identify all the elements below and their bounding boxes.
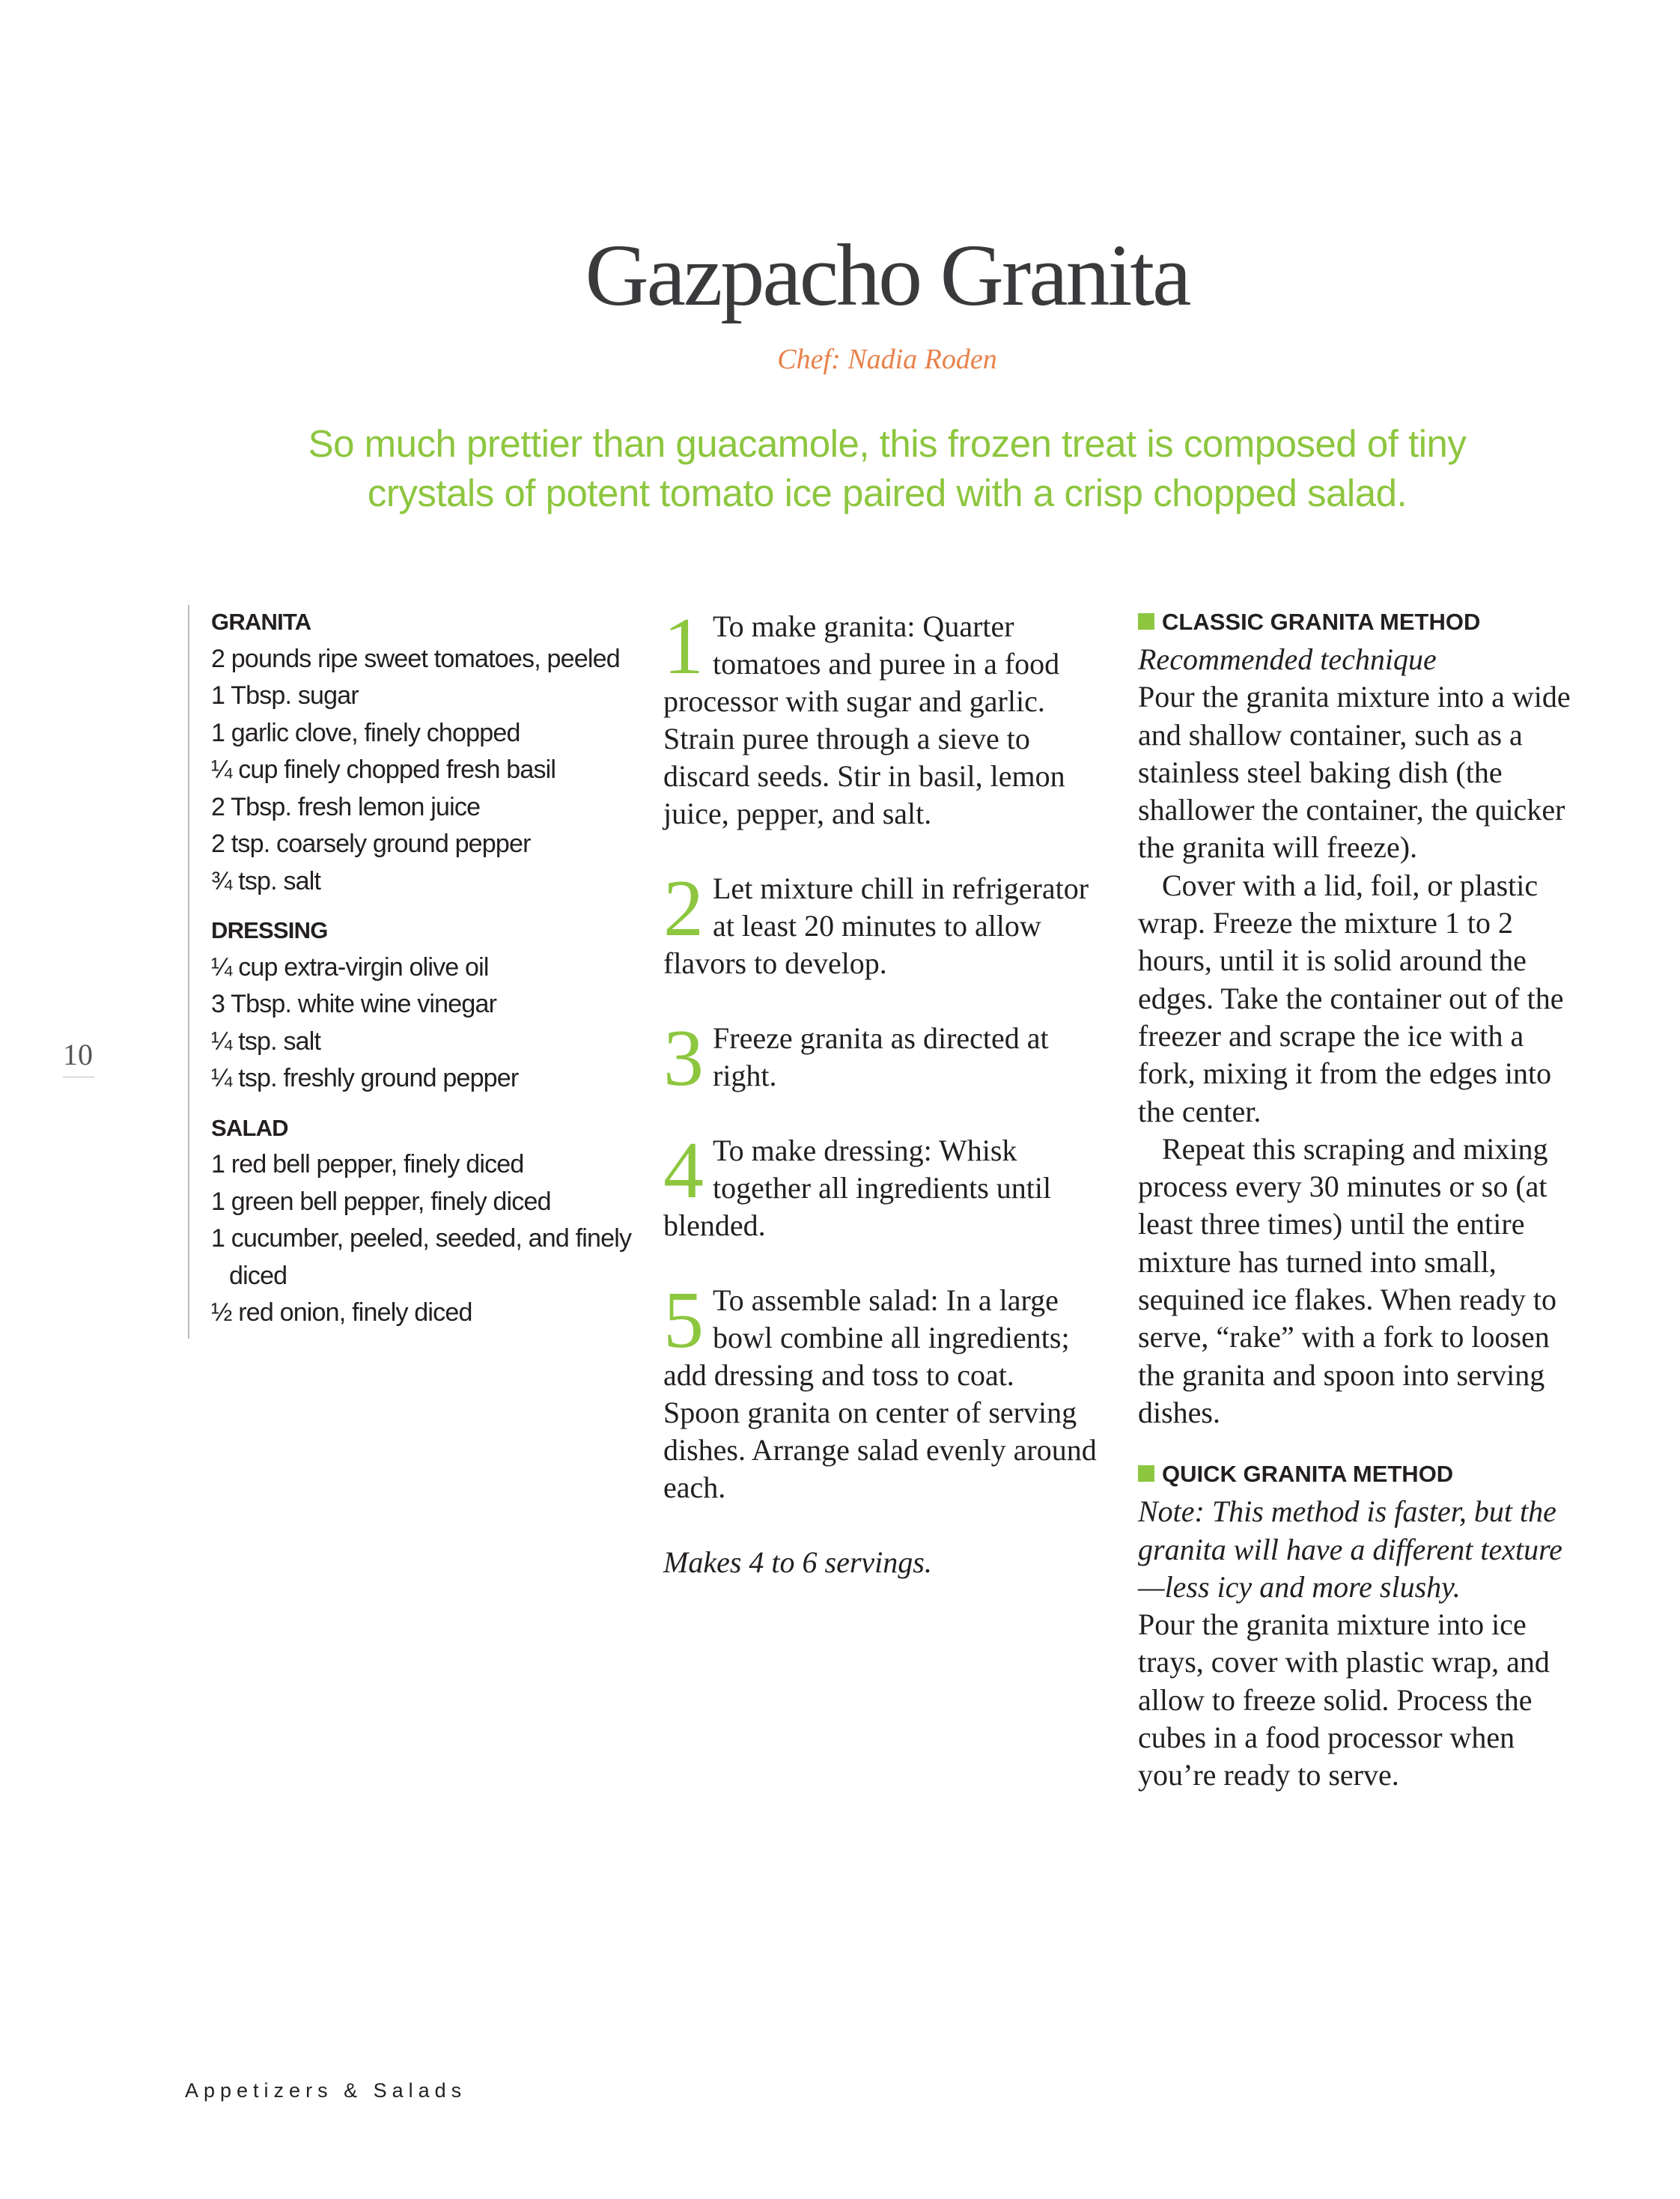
step-number: 1 bbox=[663, 602, 704, 691]
step-number: 3 bbox=[663, 1014, 704, 1103]
ingredient-item: ¼ cup extra-virgin olive oil bbox=[211, 952, 489, 982]
recipe-dek: So much prettier than guacamole, this frozen treat is composed of tiny crystals of potent tomato ice paired with a crisp chopped salad. bbox=[308, 422, 1467, 514]
page-number: 10 bbox=[63, 1038, 93, 1071]
classic-method-heading bbox=[1138, 603, 1587, 641]
ingredient-item: 1 Tbsp. sugar bbox=[211, 681, 359, 710]
step-number: 4 bbox=[663, 1126, 704, 1215]
steps-list bbox=[663, 602, 1098, 1581]
step bbox=[663, 864, 1098, 982]
ingredient-item: 1 green bell pepper, finely diced bbox=[211, 1187, 551, 1216]
step bbox=[663, 602, 1098, 833]
step-text: Freeze granita as directed at right. bbox=[713, 1021, 1049, 1092]
ingredient-item: 2 pounds ripe sweet tomatoes, peeled bbox=[211, 644, 620, 673]
quick-method-heading bbox=[1138, 1456, 1587, 1493]
classic-method-paragraph: Cover with a lid, foil, or plastic wrap. Freeze the mixture 1 to 2 hours, until it is solid around the edges. Take the container out of the freezer and scrape the ice with a fork, mixing it from the edges into the center. bbox=[1138, 868, 1564, 1128]
quick-method-note: Note: This method is faster, but the granita will have a different texture—less icy and more slushy. bbox=[1138, 1494, 1562, 1604]
granita-methods bbox=[1138, 603, 1587, 1795]
ingredient-item: ¼ tsp. salt bbox=[211, 1026, 321, 1056]
ingredient-item: 1 cucumber, peeled, seeded, and finely diced bbox=[211, 1224, 632, 1290]
step-text: To make dressing: Whisk together all ingredients until blended. bbox=[663, 1134, 1052, 1242]
classic-method-paragraph: Repeat this scraping and mixing process every 30 minutes or so (at least three times) until the entire mixture has turned into small, sequined ice flakes. When ready to serve, “rake” with a fork to loosen the granita and spoon into serving dishes. bbox=[1138, 1131, 1557, 1429]
step bbox=[663, 1126, 1098, 1244]
ingredient-item: 1 red bell pepper, finely diced bbox=[211, 1150, 524, 1178]
step bbox=[663, 1276, 1098, 1506]
yield: Makes 4 to 6 servings. bbox=[663, 1545, 932, 1579]
classic-method-subtitle: Recommended technique bbox=[1138, 642, 1437, 676]
ingredient-item: 1 garlic clove, finely chopped bbox=[211, 718, 520, 747]
chef-credit: Chef: Nadia Roden bbox=[777, 344, 997, 375]
quick-method-text: Pour the granita mixture into ice trays, cover with plastic wrap, and allow to freeze solid. Process the cubes in a food processor when you’re ready to serve. bbox=[1138, 1608, 1550, 1792]
column-rule bbox=[188, 605, 189, 1339]
classic-method-heading-text: CLASSIC GRANITA METHOD bbox=[1162, 609, 1481, 635]
ingredient-item: 2 tsp. coarsely ground pepper bbox=[211, 830, 531, 858]
ingredients-list bbox=[211, 603, 660, 1332]
green-square-icon bbox=[1138, 1465, 1154, 1482]
section-footer: Appetizers & Salads bbox=[185, 2079, 467, 2102]
ingredient-heading: GRANITA bbox=[211, 609, 311, 635]
ingredient-item: 2 Tbsp. fresh lemon juice bbox=[211, 792, 481, 821]
step-text: To make granita: Quarter tomatoes and puree in a food processor with sugar and garlic. Strain puree through a sieve to discard seeds. Stir in basil, lemon juice, pepper, and salt. bbox=[663, 609, 1065, 830]
ingredient-heading: SALAD bbox=[211, 1114, 288, 1141]
step-number: 5 bbox=[663, 1276, 704, 1365]
ingredient-item: 3 Tbsp. white wine vinegar bbox=[211, 990, 497, 1018]
step-text: Let mixture chill in refrigerator at least 20 minutes to allow flavors to develop. bbox=[663, 872, 1089, 980]
quick-method-heading-text: QUICK GRANITA METHOD bbox=[1162, 1461, 1454, 1488]
recipe-title: Gazpacho Granita bbox=[585, 226, 1190, 324]
ingredient-heading: DRESSING bbox=[211, 917, 328, 943]
step-text: To assemble salad: In a large bowl combine all ingredients; add dressing and toss to coat. Spoon granita on center of serving dishes. Arrange salad evenly around each. bbox=[663, 1283, 1097, 1504]
ingredient-item: ¼ cup finely chopped fresh basil bbox=[211, 755, 556, 784]
ingredient-item: ¼ tsp. freshly ground pepper bbox=[211, 1064, 519, 1092]
classic-method-paragraph: Pour the granita mixture into a wide and shallow container, such as a stainless steel baking dish (the shallower the container, the quicker the granita will freeze). bbox=[1138, 680, 1571, 865]
step-number: 2 bbox=[663, 864, 704, 953]
green-square-icon bbox=[1138, 613, 1154, 630]
step bbox=[663, 1014, 1098, 1103]
ingredient-item: ½ red onion, finely diced bbox=[211, 1298, 472, 1327]
ingredient-item: ¾ tsp. salt bbox=[211, 866, 321, 895]
